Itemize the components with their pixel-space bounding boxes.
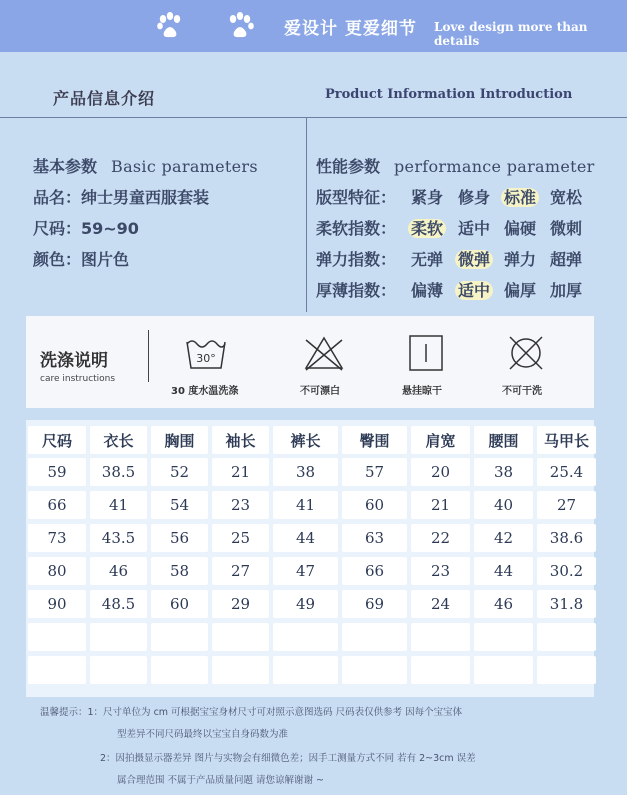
performance-heading-en: performance parameter [394, 157, 595, 176]
basic-heading-cn: 基本参数 [33, 157, 98, 176]
table-cell: 48.5 [90, 590, 147, 618]
table-cell: 24 [411, 590, 470, 618]
note-line-1: 温馨提示：1：尺寸单位为 cm 可根据宝宝身材尺寸可对照示意图选码 尺码表仅供参考 因每个宝宝体 [40, 707, 463, 718]
table-cell [474, 623, 533, 651]
table-cell [212, 656, 269, 684]
performance-option-text: 标准 [501, 188, 539, 207]
table-cell [273, 656, 338, 684]
table-cell [537, 656, 596, 684]
table-cell: 47 [273, 557, 338, 585]
performance-option-text: 超弹 [550, 250, 583, 269]
table-cell: 27 [537, 491, 596, 519]
column-divider [306, 118, 307, 312]
table-cell: 49 [273, 590, 338, 618]
performance-option-text: 偏薄 [411, 281, 444, 300]
table-header-cell: 衣长 [90, 426, 147, 454]
care-label-no-dry-clean: 不可干洗 [502, 386, 542, 397]
performance-option-text: 无弹 [411, 250, 444, 269]
table-cell [151, 623, 208, 651]
table-cell [90, 656, 147, 684]
table-cell: 43.5 [90, 524, 147, 552]
header-title-en: Love design more than details [434, 20, 588, 48]
table-cell: 23 [411, 557, 470, 585]
hang-dry-icon [404, 334, 448, 372]
table-header-cell: 袖长 [212, 426, 269, 454]
wash-temp-label: 30° [196, 352, 216, 365]
performance-row-label: 版型特征： [316, 188, 397, 207]
care-divider [148, 330, 149, 382]
table-cell: 63 [342, 524, 407, 552]
table-header-cell: 尺码 [28, 426, 86, 454]
table-header-cell: 肩宽 [411, 426, 470, 454]
product-color: 颜色：图片色 [33, 250, 130, 269]
info-title-cn: 产品信息介绍 [53, 89, 156, 108]
size-table [26, 420, 594, 697]
performance-row-label: 厚薄指数： [316, 281, 397, 300]
performance-option [550, 247, 582, 270]
table-cell: 41 [273, 491, 338, 519]
care-instructions-panel [26, 316, 594, 408]
table-cell: 69 [342, 590, 407, 618]
table-cell: 44 [474, 557, 533, 585]
table-cell: 46 [90, 557, 147, 585]
table-header-cell: 裤长 [273, 426, 338, 454]
table-cell: 60 [151, 590, 208, 618]
table-cell: 29 [212, 590, 269, 618]
table-cell [411, 623, 470, 651]
table-cell: 22 [411, 524, 470, 552]
table-cell: 38 [474, 458, 533, 486]
table-cell: 60 [342, 491, 407, 519]
care-label-no-bleach: 不可漂白 [300, 386, 340, 397]
table-cell: 56 [151, 524, 208, 552]
no-bleach-icon [302, 334, 346, 372]
table-header-cell: 胸围 [151, 426, 208, 454]
table-header-cell: 腰围 [474, 426, 533, 454]
care-label-wash: 30 度水温洗涤 [171, 386, 239, 397]
table-cell: 23 [212, 491, 269, 519]
performance-option-text: 微刺 [550, 219, 583, 238]
table-cell: 38.6 [537, 524, 596, 552]
table-cell [411, 656, 470, 684]
table-cell [90, 623, 147, 651]
note-line-4: 属合理范围 不属于产品质量问题 请您谅解谢谢 ~ [117, 775, 325, 786]
table-cell: 20 [411, 458, 470, 486]
table-cell: 40 [474, 491, 533, 519]
note-line-2: 型差异不同尺码最终以宝宝自身码数为准 [117, 729, 289, 740]
table-cell [28, 656, 86, 684]
table-cell: 59 [28, 458, 86, 486]
performance-option-text: 适中 [458, 219, 491, 238]
performance-heading-cn: 性能参数 [316, 157, 381, 176]
table-cell: 31.8 [537, 590, 596, 618]
performance-option-selected [411, 216, 446, 239]
table-header-cell: 马甲长 [537, 426, 596, 454]
performance-option-text: 柔软 [408, 219, 446, 238]
table-cell: 30.2 [537, 557, 596, 585]
table-cell: 80 [28, 557, 86, 585]
table-cell: 41 [90, 491, 147, 519]
performance-option [550, 185, 582, 208]
performance-option-text: 修身 [458, 188, 491, 207]
table-cell: 46 [474, 590, 533, 618]
table-cell: 52 [151, 458, 208, 486]
note-line-3: 2：因拍摄显示器差异 图片与实物会有细微色差；因手工测量方式不同 若有 2~3cm 误差 [100, 753, 476, 764]
performance-option [411, 247, 443, 270]
performance-option [550, 216, 582, 239]
table-cell: 66 [342, 557, 407, 585]
performance-option-selected [458, 278, 493, 301]
performance-option-text: 微弹 [455, 250, 493, 269]
performance-option [458, 185, 490, 208]
performance-option [411, 278, 443, 301]
basic-heading-en: Basic parameters [111, 157, 258, 176]
paw-print-icon [226, 12, 256, 40]
performance-option [411, 185, 443, 208]
table-cell: 38 [273, 458, 338, 486]
product-size: 尺码：59~90 [33, 219, 139, 238]
table-cell: 42 [474, 524, 533, 552]
table-cell: 54 [151, 491, 208, 519]
performance-option [458, 216, 490, 239]
table-cell: 21 [212, 458, 269, 486]
table-cell [28, 623, 86, 651]
paw-print-icon [156, 12, 186, 40]
table-cell [342, 623, 407, 651]
header-banner [0, 0, 627, 52]
table-cell: 66 [28, 491, 86, 519]
header-title-cn: 爱设计 更爱细节 [284, 19, 417, 39]
table-cell: 44 [273, 524, 338, 552]
performance-option [504, 278, 536, 301]
table-header-cell: 臀围 [342, 426, 407, 454]
table-cell: 73 [28, 524, 86, 552]
table-cell: 90 [28, 590, 86, 618]
performance-option-text: 紧身 [411, 188, 444, 207]
performance-option-selected [458, 247, 493, 270]
performance-option-text: 偏硬 [504, 219, 537, 238]
performance-option [504, 247, 536, 270]
performance-option [504, 216, 536, 239]
no-dry-clean-icon [504, 334, 548, 372]
table-cell [537, 623, 596, 651]
wash-30-icon [184, 334, 228, 372]
basic-heading [33, 154, 258, 177]
performance-heading [316, 154, 595, 177]
table-cell: 25 [212, 524, 269, 552]
care-label-hang-dry: 悬挂晾干 [402, 386, 442, 397]
table-cell: 25.4 [537, 458, 596, 486]
info-title-en: Product Information Introduction [325, 87, 573, 102]
performance-option-text: 偏厚 [504, 281, 537, 300]
care-subtitle: care instructions [40, 374, 116, 384]
performance-option [550, 278, 582, 301]
table-cell [342, 656, 407, 684]
table-cell: 27 [212, 557, 269, 585]
performance-row-label: 弹力指数： [316, 250, 397, 269]
performance-option-selected [504, 185, 539, 208]
table-cell: 38.5 [90, 458, 147, 486]
performance-option-text: 弹力 [504, 250, 537, 269]
table-cell [273, 623, 338, 651]
performance-option-text: 宽松 [550, 188, 583, 207]
care-title: 洗涤说明 [40, 351, 108, 371]
table-cell [151, 656, 208, 684]
performance-row-label: 柔软指数： [316, 219, 397, 238]
table-cell [212, 623, 269, 651]
product-name: 品名：绅士男童西服套装 [33, 188, 210, 207]
table-cell: 57 [342, 458, 407, 486]
performance-option-text: 加厚 [550, 281, 583, 300]
table-cell: 58 [151, 557, 208, 585]
performance-option-text: 适中 [455, 281, 493, 300]
table-cell [474, 656, 533, 684]
table-cell: 21 [411, 491, 470, 519]
